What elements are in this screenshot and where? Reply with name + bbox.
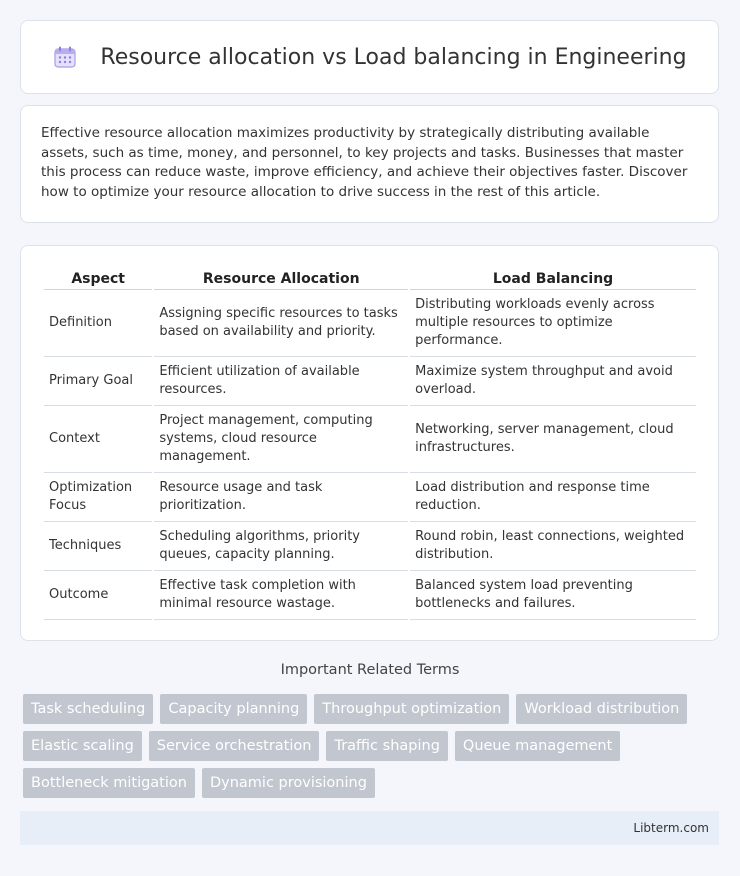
row-aspect: Context	[44, 406, 152, 473]
row-resource-allocation: Resource usage and task prioritization.	[154, 473, 408, 522]
comparison-table	[42, 266, 698, 620]
table-row	[44, 290, 696, 357]
row-aspect: Primary Goal	[44, 357, 152, 406]
intro-card	[20, 105, 719, 223]
row-load-balancing: Balanced system load preventing bottlenecks and failures.	[410, 571, 696, 620]
row-resource-allocation: Assigning specific resources to tasks based on availability and priority.	[154, 290, 408, 357]
row-aspect: Outcome	[44, 571, 152, 620]
row-aspect: Definition	[44, 290, 152, 357]
tag-workload-distribution[interactable]: Workload distribution	[516, 694, 687, 724]
table-header-row	[44, 266, 696, 290]
table-row	[44, 571, 696, 620]
tag-traffic-shaping[interactable]: Traffic shaping	[326, 731, 447, 761]
table-row	[44, 357, 696, 406]
tag-queue-management[interactable]: Queue management	[455, 731, 620, 761]
table-row	[44, 522, 696, 571]
intro-paragraph: Effective resource allocation maximizes productivity by strategically distributing available assets, such as time, money, and personnel, to key projects and tasks. Businesses that master this process can reduce waste, improve efficiency, and achieve their objectives faster. Discover how to optimize your resource allocation to drive success in the rest of this article.	[41, 125, 688, 200]
tag-service-orchestration[interactable]: Service orchestration	[149, 731, 320, 761]
tag-task-scheduling[interactable]: Task scheduling	[23, 694, 153, 724]
related-terms-title: Important Related Terms	[280, 662, 460, 678]
row-resource-allocation: Project management, computing systems, cloud resource management.	[154, 406, 408, 473]
table-row	[44, 473, 696, 522]
header-load-balancing: Load Balancing	[410, 266, 696, 290]
page-title: Resource allocation vs Load balancing in Engineering	[100, 44, 687, 70]
footer	[20, 811, 719, 845]
footer-site-link[interactable]: Libterm.com	[633, 821, 709, 835]
comparison-table-card	[20, 245, 719, 641]
row-load-balancing: Maximize system throughput and avoid overload.	[410, 357, 696, 406]
header-aspect: Aspect	[44, 266, 152, 290]
row-load-balancing: Distributing workloads evenly across multiple resources to optimize performance.	[410, 290, 696, 357]
row-aspect: Optimization Focus	[44, 473, 152, 522]
row-resource-allocation: Efficient utilization of available resources.	[154, 357, 408, 406]
row-load-balancing: Networking, server management, cloud infrastructures.	[410, 406, 696, 473]
table-row	[44, 406, 696, 473]
tag-capacity-planning[interactable]: Capacity planning	[160, 694, 307, 724]
related-terms-list	[23, 694, 723, 798]
header-resource-allocation: Resource Allocation	[154, 266, 408, 290]
row-load-balancing: Round robin, least connections, weighted distribution.	[410, 522, 696, 571]
tag-elastic-scaling[interactable]: Elastic scaling	[23, 731, 142, 761]
row-resource-allocation: Scheduling algorithms, priority queues, capacity planning.	[154, 522, 408, 571]
row-resource-allocation: Effective task completion with minimal resource wastage.	[154, 571, 408, 620]
tag-throughput-optimization[interactable]: Throughput optimization	[314, 694, 509, 724]
row-aspect: Techniques	[44, 522, 152, 571]
calendar-icon	[52, 44, 78, 70]
tag-dynamic-provisioning[interactable]: Dynamic provisioning	[202, 768, 375, 798]
row-load-balancing: Load distribution and response time reduction.	[410, 473, 696, 522]
tag-bottleneck-mitigation[interactable]: Bottleneck mitigation	[23, 768, 195, 798]
header-card	[20, 20, 719, 94]
